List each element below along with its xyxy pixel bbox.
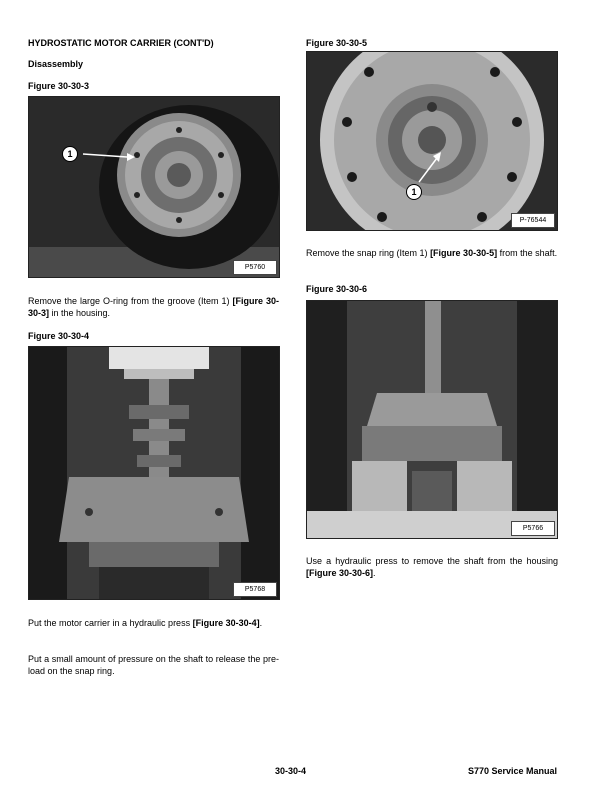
page-number: 30-30-4 — [275, 766, 307, 776]
figure-caption-30-30-6: Figure 30-30-6 — [306, 284, 368, 294]
callout-1: 1 — [406, 184, 422, 200]
motor-carrier-photo — [29, 97, 279, 277]
callout-1: 1 — [62, 146, 78, 162]
figure-30-30-3-photo — [28, 96, 280, 278]
manual-title: S770 Service Manual — [467, 766, 557, 776]
paragraph-pressure: Put a small amount of pressure on the shaft to release the pre-load on the snap ring. — [28, 654, 279, 677]
paragraph-remove-o-ring: Remove the large O-ring from the groove (Item 1) [Figure 30-30-3] in the housing. — [28, 296, 279, 319]
figure-30-30-6-photo — [306, 300, 558, 539]
photo-code: P-76544 — [511, 213, 555, 228]
photo-code: P5768 — [233, 582, 277, 597]
figure-caption-30-30-4: Figure 30-30-4 — [28, 331, 90, 341]
figure-caption-30-30-5: Figure 30-30-5 — [306, 38, 368, 48]
paragraph-press: Put the motor carrier in a hydraulic press [Figure 30-30-4]. — [28, 618, 263, 628]
snap-ring-photo — [307, 52, 557, 230]
figure-caption-30-30-3: Figure 30-30-3 — [28, 81, 90, 91]
paragraph-remove-snap-ring: Remove the snap ring (Item 1) [Figure 30-30-5] from the shaft. — [306, 248, 558, 258]
hydraulic-press-photo — [29, 347, 279, 599]
photo-code: P5760 — [233, 260, 277, 275]
section-title: HYDROSTATIC MOTOR CARRIER (CONT'D) — [28, 38, 214, 48]
shaft-removal-photo — [307, 301, 557, 538]
subsection-title: Disassembly — [28, 59, 84, 69]
photo-code: P5766 — [511, 521, 555, 536]
figure-30-30-4-photo — [28, 346, 280, 600]
figure-30-30-5-photo — [306, 51, 558, 231]
paragraph-remove-shaft: Use a hydraulic press to remove the shaft from the housing [Figure 30-30-6]. — [306, 556, 558, 579]
